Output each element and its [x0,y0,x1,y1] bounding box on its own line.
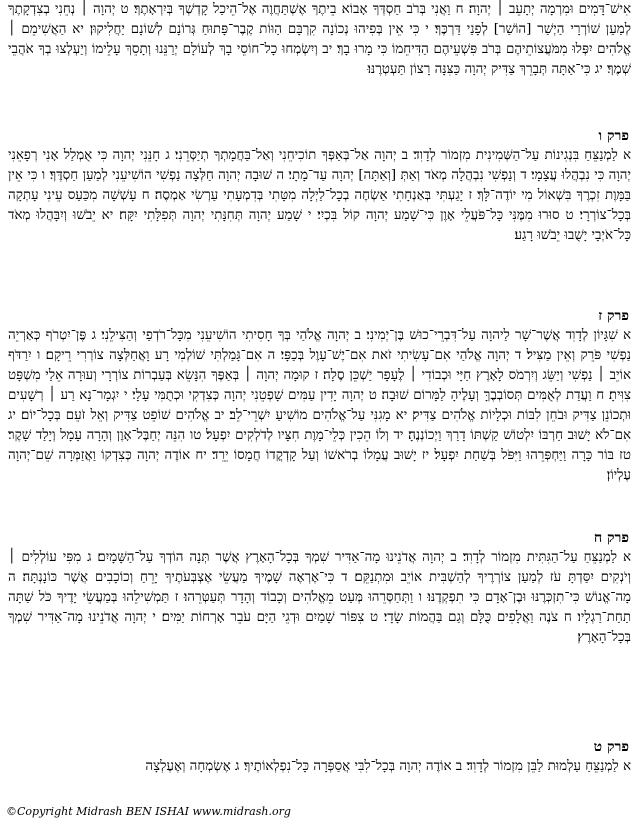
chapter-7-title: פרק ז [598,308,629,324]
chapter-7-text: א שִׁגָּיוֹן לְדָוִד אֲשֶׁר־שָׁר לַיהוָה עַל־דִּבְרֵי־כוּשׁ בֶּן־יְמִינִי׃ ב יְהוָה אֱלֹהַי בְּךָ חָסִיתִי הוֹשִׁיעֵנִי מִכָּל־רֹדְפַי וְהַצִּילֵנִי׃ ג פֶּן־יִטְרֹף כְּאַרְיֵה נַפְשִׁי פֹּרֵק וְאֵין מַצִּיל׃ ד יְהוָה אֱלֹהַי אִם־עָשִׂיתִי זֹאת אִם־יֶשׁ־עָוֶל בְּכַפָּי׃ ה אִם־גָּמַלְתִּי שׁוֹלְמִי רָע וָאֲחַלְּצָה צוֹרְרִי רֵיקָם׃ ו יִרַדֹּף אוֹיֵב ׀ נַפְשִׁי וְיַשֵּׂג וְיִרְמֹס לָאָרֶץ חַיָּי וּכְבוֹדִי ׀ לֶעָפָר יַשְׁכֵּן סֶלָה׃ ז קוּמָה יְהוָה ׀ בְּאַפֶּךָ הִנָּשֵׂא בְּעַבְרוֹת צוֹרְרָי וְעוּרָה אֵלַי מִשְׁפָּט צִוִּיתָ׃ ח וַעֲדַת לְאֻמִּים תְּסוֹבְבֶךָּ וְעָלֶיהָ לַמָּרוֹם שׁוּבָה׃ ט יְהוָה יָדִין עַמִּים שָׁפְטֵנִי יְהוָה כְּצִדְקִי וּכְתֻמִּי עָלָי׃ י יִגְמָר־נָא רַע ׀ רְשָׁעִים וּתְכוֹנֵן צַדִּיק וּבֹחֵן לִבּוֹת וּכְלָיוֹת אֱלֹהִים צַדִּיק׃ יא מָגִנִּי עַל־אֱלֹהִים מוֹשִׁיעַ יִשְׁרֵי־לֵב׃ יב אֱלֹהִים שׁוֹפֵט צַדִּיק וְאֵל זֹעֵם בְּכָל־יוֹם׃ יג אִם־לֹא יָשׁוּב חַרְבּוֹ יִלְטוֹשׁ קַשְׁתּוֹ דָרַךְ וַיְכוֹנְנֶהָ׃ יד וְלוֹ הֵכִין כְּלֵי־מָוֶת חִצָּיו לְדֹלְקִים יִפְעָל׃ טו הִנֵּה יְחַבֶּל־אָוֶן וְהָרָה עָמָל וְיָלַד שָׁקֶר׃ טז בּוֹר כָּרָה וַיַּחְפְּרֵהוּ וַיִּפֹּל בְּשַׁחַת יִפְעָל׃ יז יָשׁוּב עֲמָלוֹ בְרֹאשׁוֹ וְעַל קָדְקֳדוֹ חֲמָסוֹ יֵרֵד׃ יח אוֹדֶה יְהוָה כְּצִדְקוֹ וַאֲזַמְּרָה שֵׁם־יְהוָה עֶלְיוֹן׃ [8,328,631,483]
copyright-notice: ©Copyright Midrash BEN ISHAI www.midrash.org [6,805,291,818]
chapter-7 [0,306,637,486]
chapter-9-text: א לַמְנַצֵּחַ עַלְמוּת לַבֵּן מִזְמוֹר לְדָוִד׃ ב אוֹדֶה יְהוָה בְּכָל־לִבִּי אֲסַפְּרָה כָּל־נִפְלְאוֹתֶיךָ׃ ג אֶשְׂמְחָה וְאֶעֶלְצָה [145,759,631,774]
chapter-9-title: פרק ט [593,739,629,755]
chapter-8-text: א לַמְנַצֵּחַ עַל־הַגִּתִּית מִזְמוֹר לְדָוִד׃ ב יְהוָה אֲדֹנֵינוּ מָה־אַדִּיר שִׁמְךָ בְּכָל־הָאָרֶץ אֲשֶׁר תְּנָה הוֹדְךָ עַל־הַשָּׁמָיִם׃ ג מִפִּי עוֹלְלִים ׀ וְיֹנְקִים יִסַּדְתָּ עֹז לְמַעַן צוֹרְרֶיךָ לְהַשְׁבִּית אוֹיֵב וּמִתְנַקֵּם׃ ד כִּי־אֶרְאֶה שָׁמֶיךָ מַעֲשֵׂי אֶצְבְּעֹתֶיךָ יָרֵחַ וְכוֹכָבִים אֲשֶׁר כּוֹנָנְתָּה׃ ה מָה־אֱנוֹשׁ כִּי־תִזְכְּרֶנּוּ וּבֶן־אָדָם כִּי תִפְקְדֶנּוּ׃ ו וַתְּחַסְּרֵהוּ מְּעַט מֵאֱלֹהִים וְכָבוֹד וְהָדָר תְּעַטְּרֵהוּ׃ ז תַּמְשִׁילֵהוּ בְּמַעֲשֵׂי יָדֶיךָ כֹּל שַׁתָּה תַחַת־רַגְלָיו׃ ח צֹנֶה וַאֲלָפִים כֻּלָּם וְגַם בַּהֲמוֹת שָׂדָי׃ ט צִפּוֹר שָׁמַיִם וּדְגֵי הַיָּם עֹבֵר אָרְחוֹת יַמִּים׃ י יְהוָה אֲדֹנֵינוּ מָה־אַדִּיר שִׁמְךָ בְּכָל־הָאָרֶץ׃ [8,550,631,645]
chapter-5-ending-text: אִישׁ־דָּמִים וּמִרְמָה יְתָעֵב ׀ יְהוָה׃ ח וַאֲנִי בְּרֹב חַסְדְּךָ אָבוֹא בֵיתֶךָ אֶשְׁתַּחֲוֶה אֶל־הֵיכַל קָדְשְׁךָ בְּיִרְאָתֶךָ׃ ט יְהוָה ׀ נְחֵנִי בְצִדְקָתֶךָ לְמַעַן שׁוֹרְרָי הַיְשַׁר [הוֹשַׁר] לְפָנַי דַּרְכֶּךָ׃ י כִּי אֵין בְּפִיהוּ נְכוֹנָה קִרְבָּם הַוּוֹת קֶבֶר־פָּתוּחַ גְּרוֹנָם לְשׁוֹנָם יַחֲלִיקוּן׃ יא הַאֲשִׁימֵם ׀ אֱלֹהִים יִפְּלוּ מִמֹּעֲצוֹתֵיהֶם בְּרֹב פִּשְׁעֵיהֶם הַדִּיחֵמוֹ כִּי מָרוּ בָךְ׃ יב וְיִשְׂמְחוּ כָל־חוֹסֵי בָךְ לְעוֹלָם יְרַנֵּנוּ וְתָסֵךְ עָלֵימוֹ וְיַעְלְצוּ בְךָ אֹהֲבֵי שְׁמֶךָ׃ יג כִּי־אַתָּה תְּבָרֵךְ צַדִּיק יְהוָה כַּצִּנָּה רָצוֹן תַּעְטְרֶנּוּ׃ [8,2,631,77]
chapter-5-ending [0,0,637,80]
chapter-6-text: א לַמְנַצֵּחַ בִּנְגִינוֹת עַל־הַשְּׁמִינִית מִזְמוֹר לְדָוִד׃ ב יְהוָה אַל־בְּאַפְּךָ תוֹכִיחֵנִי וְאַל־בַּחֲמָתְךָ תְיַסְּרֵנִי׃ ג חָנֵּנִי יְהוָה כִּי אֻמְלַל אָנִי רְפָאֵנִי יְהוָה כִּי נִבְהֲלוּ עֲצָמָי׃ ד וְנַפְשִׁי נִבְהֲלָה מְאֹד וְאַתְּ [וְאַתָּה] יְהוָה עַד־מָתָי׃ ה שׁוּבָה יְהוָה חַלְּצָה נַפְשִׁי הוֹשִׁיעֵנִי לְמַעַן חַסְדֶּךָ׃ ו כִּי אֵין בַּמָּוֶת זִכְרֶךָ בִּשְׁאוֹל מִי יוֹדֶה־לָּךְ׃ ז יָגַעְתִּי בְּאַנְחָתִי אַשְׂחֶה בְכָל־לַיְלָה מִטָּתִי בְּדִמְעָתִי עַרְשִׂי אַמְסֶה׃ ח עָשְׁשָׁה מִכַּעַס עֵינִי עָתְקָה בְּכָל־צוֹרְרָי׃ ט סוּרוּ מִמֶּנִּי כָּל־פֹּעֲלֵי אָוֶן כִּי־שָׁמַע יְהוָה קוֹל בִּכְיִי׃ י שָׁמַע יְהוָה תְּחִנָּתִי יְהוָה תְּפִלָּתִי יִקָּח׃ יא יֵבֹשׁוּ וְיִבָּהֲלוּ מְאֹד כָּל־אֹיְבָי יָשֻׁבוּ יֵבֹשׁוּ רָגַע׃ [8,148,631,243]
chapter-6 [0,126,637,246]
chapter-8 [0,528,637,648]
chapter-6-title: פרק ו [598,128,629,144]
chapter-8-title: פרק ח [593,530,629,546]
chapter-9 [0,737,637,777]
